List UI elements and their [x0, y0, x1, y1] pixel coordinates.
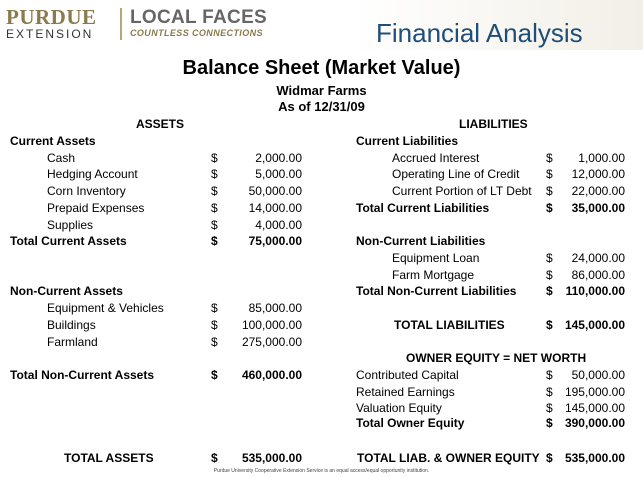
equity-value: 50,000.00	[571, 368, 625, 382]
liability-value: 1,000.00	[578, 151, 625, 165]
grand-total-value: 535,000.00	[564, 451, 625, 465]
local-faces-logo-text: LOCAL FACES	[130, 7, 268, 28]
grand-total-label: TOTAL LIAB. & OWNER EQUITY	[357, 451, 540, 465]
asset-value: 100,000.00	[241, 318, 302, 332]
currency-sign: $	[546, 184, 553, 198]
sheet-title: Balance Sheet (Market Value)	[182, 57, 461, 79]
currency-sign: $	[546, 385, 553, 399]
owner-equity-header: OWNER EQUITY = NET WORTH	[406, 351, 587, 365]
logo-divider	[120, 8, 122, 40]
currency-sign: $	[211, 451, 218, 465]
currency-sign: $	[546, 201, 553, 215]
asset-label: Supplies	[47, 218, 94, 232]
total-noncurrent-liabilities-label: Total Non-Current Liabilities	[356, 284, 517, 298]
total-noncurrent-liabilities-value: 110,000.00	[565, 284, 625, 298]
current-liabilities-label: Current Liabilities	[356, 134, 459, 148]
total-owner-equity-value: 390,000.00	[564, 416, 625, 430]
currency-sign: $	[211, 368, 218, 382]
current-assets-label: Current Assets	[10, 134, 96, 148]
total-noncurrent-assets-value: 460,000.00	[241, 368, 302, 382]
logo-tagline: COUNTLESS CONNECTIONS	[130, 28, 263, 38]
currency-sign: $	[546, 251, 553, 265]
asset-value: 14,000.00	[248, 201, 302, 215]
equity-label: Retained Earnings	[356, 385, 455, 399]
currency-sign: $	[546, 416, 553, 430]
total-liabilities-label: TOTAL LIABILITIES	[394, 318, 505, 332]
asset-label: Cash	[47, 151, 76, 165]
currency-sign: $	[546, 401, 553, 415]
liability-value: 24,000.00	[571, 251, 625, 265]
currency-sign: $	[211, 167, 218, 181]
purdue-logo-text: PURDUE	[6, 5, 97, 29]
liability-label: Farm Mortgage	[392, 268, 475, 282]
currency-sign: $	[546, 318, 553, 332]
slide-header	[0, 0, 643, 50]
currency-sign: $	[211, 234, 218, 248]
currency-sign: $	[211, 218, 218, 232]
currency-sign: $	[211, 184, 218, 198]
asset-value: 85,000.00	[248, 301, 302, 315]
currency-sign: $	[211, 201, 218, 215]
liability-label: Accrued Interest	[392, 151, 480, 165]
total-assets-value: 535,000.00	[241, 451, 302, 465]
asset-value: 2,000.00	[255, 151, 302, 165]
assets-header: ASSETS	[136, 117, 185, 131]
asset-label: Farmland	[47, 335, 98, 349]
asset-value: 275,000.00	[241, 335, 302, 349]
asset-value: 4,000.00	[255, 218, 302, 232]
currency-sign: $	[546, 268, 553, 282]
liability-label: Operating Line of Credit	[392, 167, 520, 181]
currency-sign: $	[211, 301, 218, 315]
asset-label: Hedging Account	[47, 167, 138, 181]
equity-value: 145,000.00	[564, 401, 625, 415]
liability-value: 22,000.00	[571, 184, 625, 198]
footer-disclaimer: Purdue University Cooperative Extension Service is an equal access/equal opportunity institution.	[213, 468, 430, 474]
asset-value: 5,000.00	[255, 167, 302, 181]
liability-label: Equipment Loan	[392, 251, 480, 265]
currency-sign: $	[211, 335, 218, 349]
total-current-liabilities-label: Total Current Liabilities	[356, 201, 490, 215]
liability-value: 12,000.00	[571, 167, 625, 181]
page-heading: Financial Analysis	[376, 18, 583, 48]
equity-label: Contributed Capital	[356, 368, 459, 382]
currency-sign: $	[546, 284, 553, 298]
currency-sign: $	[546, 151, 553, 165]
currency-sign: $	[546, 368, 553, 382]
equity-value: 195,000.00	[564, 385, 625, 399]
currency-sign: $	[546, 451, 553, 465]
sheet-date: As of 12/31/09	[278, 99, 365, 114]
total-current-assets-label: Total Current Assets	[10, 234, 127, 248]
currency-sign: $	[211, 151, 218, 165]
asset-value: 50,000.00	[248, 184, 302, 198]
asset-label: Equipment & Vehicles	[47, 301, 164, 315]
extension-logo-text: EXTENSION	[6, 27, 94, 41]
liability-value: 86,000.00	[571, 268, 625, 282]
equity-label: Valuation Equity	[356, 401, 442, 415]
total-current-assets-value: 75,000.00	[248, 234, 302, 248]
total-assets-label: TOTAL ASSETS	[64, 451, 154, 465]
currency-sign: $	[546, 167, 553, 181]
total-liabilities-value: 145,000.00	[564, 318, 625, 332]
farm-name: Widmar Farms	[276, 83, 367, 98]
liability-label: Current Portion of LT Debt	[392, 184, 532, 198]
asset-label: Corn Inventory	[47, 184, 126, 198]
total-current-liabilities-value: 35,000.00	[571, 201, 625, 215]
asset-label: Buildings	[47, 318, 96, 332]
liabilities-header: LIABILITIES	[459, 117, 528, 131]
noncurrent-assets-label: Non-Current Assets	[10, 284, 123, 298]
currency-sign: $	[211, 318, 218, 332]
asset-label: Prepaid Expenses	[47, 201, 145, 215]
noncurrent-liabilities-label: Non-Current Liabilities	[356, 234, 486, 248]
total-owner-equity-label: Total Owner Equity	[356, 416, 465, 430]
total-noncurrent-assets-label: Total Non-Current Assets	[10, 368, 155, 382]
